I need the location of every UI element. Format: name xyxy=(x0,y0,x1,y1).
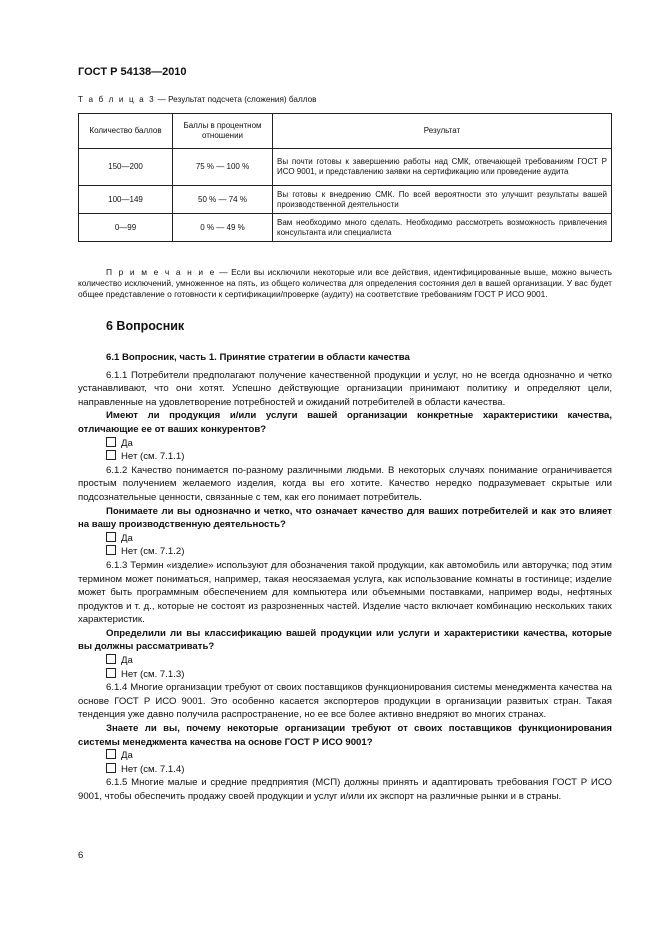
checkbox-icon xyxy=(106,668,116,678)
checkbox-icon xyxy=(106,763,116,773)
option-label: Нет (см. 7.1.1) xyxy=(121,451,185,463)
note-text: — Если вы исключили некоторые или все действия, идентифицированные выше, можно вычесть количество исключений, умноженное на пять, из общего количества для определения состояния дел в вашей организации. У вас будет общее представление о готовности к сертификации/проверке (аудиту) на соответствие требованиям ГОСТ Р ИСО 9001. xyxy=(78,267,612,299)
option-no xyxy=(78,450,612,464)
column-header: Результат xyxy=(273,114,612,149)
paragraph-6-1-2: 6.1.2 Качество понимается по-разному различными людьми. В некоторых случаях понимание ограничивается простым получением желаемого изделия, когда вы его хотите. Качество нередко подразумевает скрытые или подсознательные ценности, связанные с тем, как его понимает потребитель. xyxy=(78,464,612,503)
option-label: Да xyxy=(121,532,133,544)
option-label: Нет (см. 7.1.3) xyxy=(121,668,185,680)
column-header: Баллы в процентном отношении xyxy=(173,114,273,149)
percent-cell: 50 % — 74 % xyxy=(173,186,273,214)
paragraph-6-1-3: 6.1.3 Термин «изделие» используют для обозначения такой продукции, как автомобиль или авторучка; под этим термином может пониматься, например, такая неосязаемая услуга, как использование комнаты в гостинице; изделие может быть программным обеспечением для компьютера или объемными поставками, например воды, нефтяных продуктов и т. д., которые не состоят из разрозненных частей. Изделие часто включает комбинацию нескольких таких характеристик. xyxy=(78,559,612,626)
paragraph-6-1-4: 6.1.4 Многие организации требуют от своих поставщиков функционирования системы менеджмента качества на основе ГОСТ Р ИСО 9001. Это особенно касается экспортеров продукции в организации развитых стран. Такая тенденция уже давно получила распространение, но ее все более активно внедряют во многих странах. xyxy=(78,682,612,721)
checkbox-icon xyxy=(106,532,116,542)
percent-cell: 75 % — 100 % xyxy=(173,149,273,186)
percent-cell: 0 % — 49 % xyxy=(173,214,273,242)
checkbox-icon xyxy=(106,450,116,460)
option-label: Да xyxy=(121,750,133,762)
table-caption-label: Т а б л и ц а 3 xyxy=(78,95,156,104)
points-cell: 150—200 xyxy=(79,149,173,186)
results-table xyxy=(78,113,612,242)
checkbox-icon xyxy=(106,545,116,555)
option-label: Да xyxy=(121,655,133,667)
table-note xyxy=(78,267,612,300)
table-caption-text: — Результат подсчета (сложения) баллов xyxy=(155,95,317,104)
question-1: Имеют ли продукция и/или услуги вашей организации конкретные характеристики качества, отличающие ее от ваших конкурентов? xyxy=(78,410,612,435)
option-no xyxy=(78,668,612,682)
option-label: Да xyxy=(121,437,133,449)
option-yes xyxy=(78,437,612,451)
document-header: ГОСТ Р 54138—2010 xyxy=(78,66,187,78)
subsection-title: 6.1 Вопросник, часть 1. Принятие стратегии в области качества xyxy=(106,352,410,363)
option-yes xyxy=(78,749,612,763)
table-header-row xyxy=(79,114,612,149)
table-row xyxy=(79,186,612,214)
option-yes xyxy=(78,654,612,668)
points-cell: 100—149 xyxy=(79,186,173,214)
checkbox-icon xyxy=(106,749,116,759)
question-4: Знаете ли вы, почему некоторые организации требуют от своих поставщиков функционирования системы менеджмента качества на основе ГОСТ Р ИСО 9001? xyxy=(78,723,612,748)
result-cell: Вы готовы к внедрению СМК. По всей вероятности это улучшит результаты вашей производственной деятельности xyxy=(273,186,612,214)
option-label: Нет (см. 7.1.2) xyxy=(121,546,185,558)
section-title: 6 Вопросник xyxy=(106,319,185,333)
question-3: Определили ли вы классификацию вашей продукции или услуги и характеристики качества, которые вы должны рассматривать? xyxy=(78,627,612,653)
note-label: П р и м е ч а н и е xyxy=(106,267,216,277)
points-cell: 0—99 xyxy=(79,214,173,242)
page-number: 6 xyxy=(78,850,84,861)
table-row xyxy=(79,214,612,242)
option-yes xyxy=(78,532,612,546)
checkbox-icon xyxy=(106,437,116,447)
option-no xyxy=(78,545,612,559)
checkbox-icon xyxy=(106,654,116,664)
paragraph-6-1-1: 6.1.1 Потребители предполагают получение качественной продукции и услуг, но не всегда однозначно и четко устанавливают, что они хотят. Успешно действующие организации принимают политику и определяют цели, направленные на удовлетворение потребностей и ожиданий потребителей в области качества. xyxy=(78,369,612,408)
section-body xyxy=(78,351,612,804)
result-cell: Вам необходимо много сделать. Необходимо рассмотреть возможность привлечения консультанта или специалиста xyxy=(273,214,612,242)
column-header: Количество баллов xyxy=(79,114,173,149)
question-2: Понимаете ли вы однозначно и четко, что означает качество для ваших потребителей и как это влияет на вашу производственную деятельность? xyxy=(78,505,612,531)
table-row xyxy=(79,149,612,186)
result-cell: Вы почти готовы к завершению работы над СМК, отвечающей требованиям ГОСТ Р ИСО 9001, и представлению заявки на сертификацию или проведение аудита xyxy=(273,149,612,186)
option-label: Нет (см. 7.1.4) xyxy=(121,763,185,775)
table-caption xyxy=(78,95,317,104)
option-no xyxy=(78,763,612,777)
paragraph-6-1-5: 6.1.5 Многие малые и средние предприятия (МСП) должны принять и адаптировать требования ГОСТ Р ИСО 9001, чтобы обеспечить продажу своей продукции и услуг и/или их экспорт на различные рынки и в страны. xyxy=(78,777,612,802)
